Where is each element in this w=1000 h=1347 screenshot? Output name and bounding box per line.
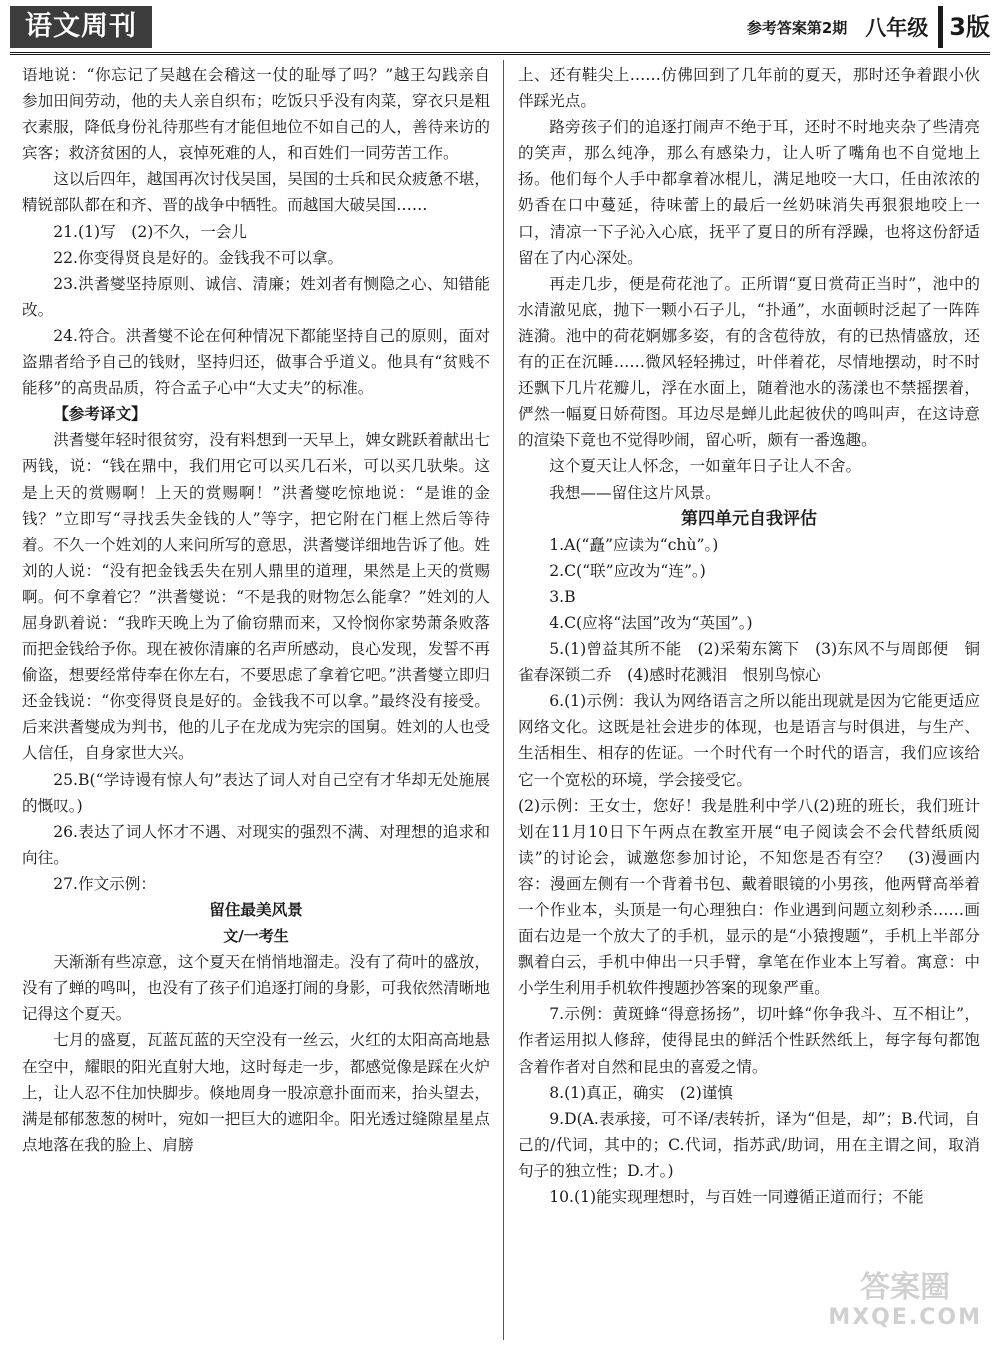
essay-author: 文/一考生 [223, 927, 289, 946]
answer-item: 4.C(应将“法国”改为“英国”。) [549, 613, 753, 632]
paragraph: 洪耆燮年轻时很贫穷，没有料想到一天早上，婢女跳跃着献出七两钱，说：“钱在鼎中，我们用它可以买几石米，可以买几驮柴。这是上天的赏赐啊！上天的赏赐啊！”洪耆燮吃惊地说：“是谁的金钱？”立即写“寻找丢失金钱的人”等字，把它附在门框上然后等待着。不久一个姓刘的人来问所写的意思，洪耆燮详细地告诉了他。姓刘的人说：“没有把金钱丢失在别人鼎里的道理，果然是上天的赏赐啊。何不拿着它？”洪耆燮说：“不是我的财物怎么能拿？”姓刘的人屈身趴着说：“我昨天晚上为了偷窃鼎而来，又怜悯你家势萧条败落而把金钱给予你。现在被你清廉的名声所感动，良心发现，发誓不再偷盗，想要经常侍奉在你左右，不要思虑了拿着它吧。”洪耆燮立即归还金钱说：“你变得贤良是好的。金钱我不可以拿。”最终没有接受。后来洪耆燮成为判书，他的儿子在龙成为宪宗的国舅。姓刘的人也受人信任，自身家世大兴。 [22, 431, 490, 763]
answer-item: 3.B [549, 587, 576, 606]
answer-item: 21.(1)写 (2)不久，一会儿 [53, 222, 247, 241]
paragraph: 语地说：“你忘记了吴越在会稽这一仗的耻辱了吗？”越王勾践亲自参加田间劳动，他的夫人亲自织布；吃饭只乎没有肉菜，穿衣只是粗衣素服，降低身份礼待那些有才能但地位不如自己的人，善待来访的宾客；救济贫困的人，哀悼死难的人，和百姓们一同劳苦工作。 [22, 66, 490, 163]
section-title: 第四单元自我评估 [681, 508, 817, 529]
answer-item: 23.洪耆燮坚持原则、诚信、清廉；姓刘者有恻隐之心、知错能改。 [22, 274, 490, 319]
issue-label: 参考答案第2期 [746, 18, 848, 37]
paragraph: 七月的盛夏，瓦蓝瓦蓝的天空没有一丝云，火红的太阳高高地悬在空中，耀眼的阳光直射大地，这时每走一步，都感觉像是踩在火炉上，让人忍不住加快脚步。倏地周身一股凉意扑面而来，抬头望去，满是郁郁葱葱的树叶，宛如一把巨大的遮阳伞。阳光透过缝隙星星点点地落在我的脸上、肩膀 [22, 1031, 490, 1154]
answer-item: 24.符合。洪耆燮不论在何种情况下都能坚持自己的原则，面对盗鼎者给予自己的钱财，坚持归还，做事合乎道义。他具有“贫贱不能移”的高贵品质，符合孟子心中“大丈夫”的标准。 [22, 326, 490, 398]
header-rule [10, 52, 990, 55]
right-column [518, 62, 980, 1210]
page-header [0, 0, 1000, 56]
answer-item: 5.(1)曾益其所不能 (2)采菊东篱下 (3)东风不与周郎便 铜雀春深锁二乔 (4)感时花溅泪 恨别鸟惊心 [518, 640, 980, 685]
answer-item: (2)示例：王女士，您好！我是胜利中学八(2)班的班长，我们班计划在11月10日下午两点在教室开展“电子阅读会不会代替纸质阅读”的讨论会，诚邀您参加讨论，不知您是否有空？ (3)漫画内容：漫画左侧有一个背着书包、戴着眼镜的小男孩，他两臂高举着一个作业本，头顶是一句心理独白：作业遇到问题立刻秒杀……画面右边是一个放大了的手机，显示的是“小猿搜题”，手机上半部分飘着白云，手机中伸出一只手臂，拿笔在作业本上写着。寓意：中小学生利用手机软件搜题抄答案的现象严重。 [518, 796, 980, 998]
watermark-url: MXQE.COM [828, 1305, 982, 1330]
column-divider [503, 60, 504, 1340]
answer-item: 10.(1)能实现理想时，与百姓一同遵循正道而行；不能 [549, 1188, 924, 1207]
paragraph: 这以后四年，越国再次讨伐吴国，吴国的士兵和民众疲惫不堪，精锐部队都在和齐、晋的战争中牺牲。而越国大破吴国…… [22, 170, 490, 215]
edition-label: 3版 [938, 6, 990, 48]
paragraph: 再走几步，便是荷花池了。正所谓“夏日赏荷正当时”，池中的水清澈见底，抛下一颗小石子儿，“扑通”，水面顿时泛起了一阵阵涟漪。池中的荷花婀娜多姿，有的含苞待放，有的已热情盛放，还有的正在沉睡……微风轻轻拂过，叶伴着花，尽情地摆动，时不时还飘下几片花瓣儿，浮在水面上，随着池水的荡漾也不禁摇摆着，俨然一幅夏日娇荷图。耳边尽是蝉儿此起彼伏的鸣叫声，在这诗意的渲染下竟也不觉得吵闹，留心听，颇有一番逸趣。 [518, 274, 980, 450]
left-column [22, 62, 490, 1158]
paragraph: 天渐渐有些凉意，这个夏天在悄悄地溜走。没有了荷叶的盛放，没有了蝉的鸣叫，也没有了孩子们追逐打闹的身影，可我依然清晰地记得这个夏天。 [22, 953, 490, 1024]
watermark-logo [828, 1270, 982, 1333]
grade-label: 八年级 [865, 16, 929, 40]
paragraph: 这个夏天让人怀念，一如童年日子让人不舍。 [549, 457, 862, 476]
answer-item: 26.表达了词人怀才不遇、对现实的强烈不满、对理想的追求和向往。 [22, 822, 490, 867]
answer-item: 9.D(A.表承接，可不译/表转折，译为“但是，却”；B.代词，自己的/代词，其中的；C.代词，指苏武/助词，用在主谓之间，取消句子的独立性；D.才。) [518, 1109, 980, 1180]
answer-item: 22.你变得贤良是好的。金钱我不可以拿。 [53, 248, 344, 267]
paragraph: 路旁孩子们的追逐打闹声不绝于耳，还时不时地夹杂了些清亮的笑声，那么纯净，那么有感染力，让人听了嘴角也不自觉地上扬。他们每个人手中都拿着冰棍儿，满足地咬一大口，任由浓浓的奶香在口中蔓延，待味蕾上的最后一丝奶味消失再狠狠地咬上一口，清凉一下子沁入心底，抚平了夏日的所有浮躁，也将这份舒适留在了内心深处。 [518, 118, 980, 267]
answer-item: 6.(1)示例：我认为网络语言之所以能出现就是因为它能更适应网络文化。这既是社会进步的体现，也是语言与时俱进，与生产、生活相生、相存的佐证。一个时代有一个时代的语言，我们应该给它一个宽松的环境，学会接受它。 [518, 692, 980, 789]
header-info [747, 6, 990, 48]
answer-item: 25.B(“学诗谩有惊人句”表达了词人对自己空有才华却无处施展的慨叹。) [22, 770, 490, 815]
paragraph: 上、还有鞋尖上……仿佛回到了几年前的夏天，那时还争着跟小伙伴踩光点。 [518, 66, 980, 111]
answer-item: 2.C(“联”应改为“连”。) [549, 561, 706, 580]
answer-item: 27.作文示例： [53, 874, 156, 893]
answer-item: 7.示例：黄斑蜂“得意扬扬”，切叶蜂“你争我斗、互不相让”，作者运用拟人修辞，使得昆虫的鲜活个性跃然纸上，每字每句都饱含着作者对自然和昆虫的喜爱之情。 [518, 1005, 980, 1076]
paragraph: 我想——留住这片风景。 [549, 483, 721, 502]
essay-title: 留住最美风景 [209, 900, 303, 919]
answer-item: 8.(1)真正，确实 (2)谨慎 [549, 1083, 733, 1102]
masthead-title: 语文周刊 [10, 6, 152, 48]
translation-heading: 【参考译文】 [53, 404, 147, 424]
answer-item: 1.A(“矗”应读为“chù”。) [549, 535, 719, 554]
watermark-text: 答案圈 [860, 1270, 951, 1305]
